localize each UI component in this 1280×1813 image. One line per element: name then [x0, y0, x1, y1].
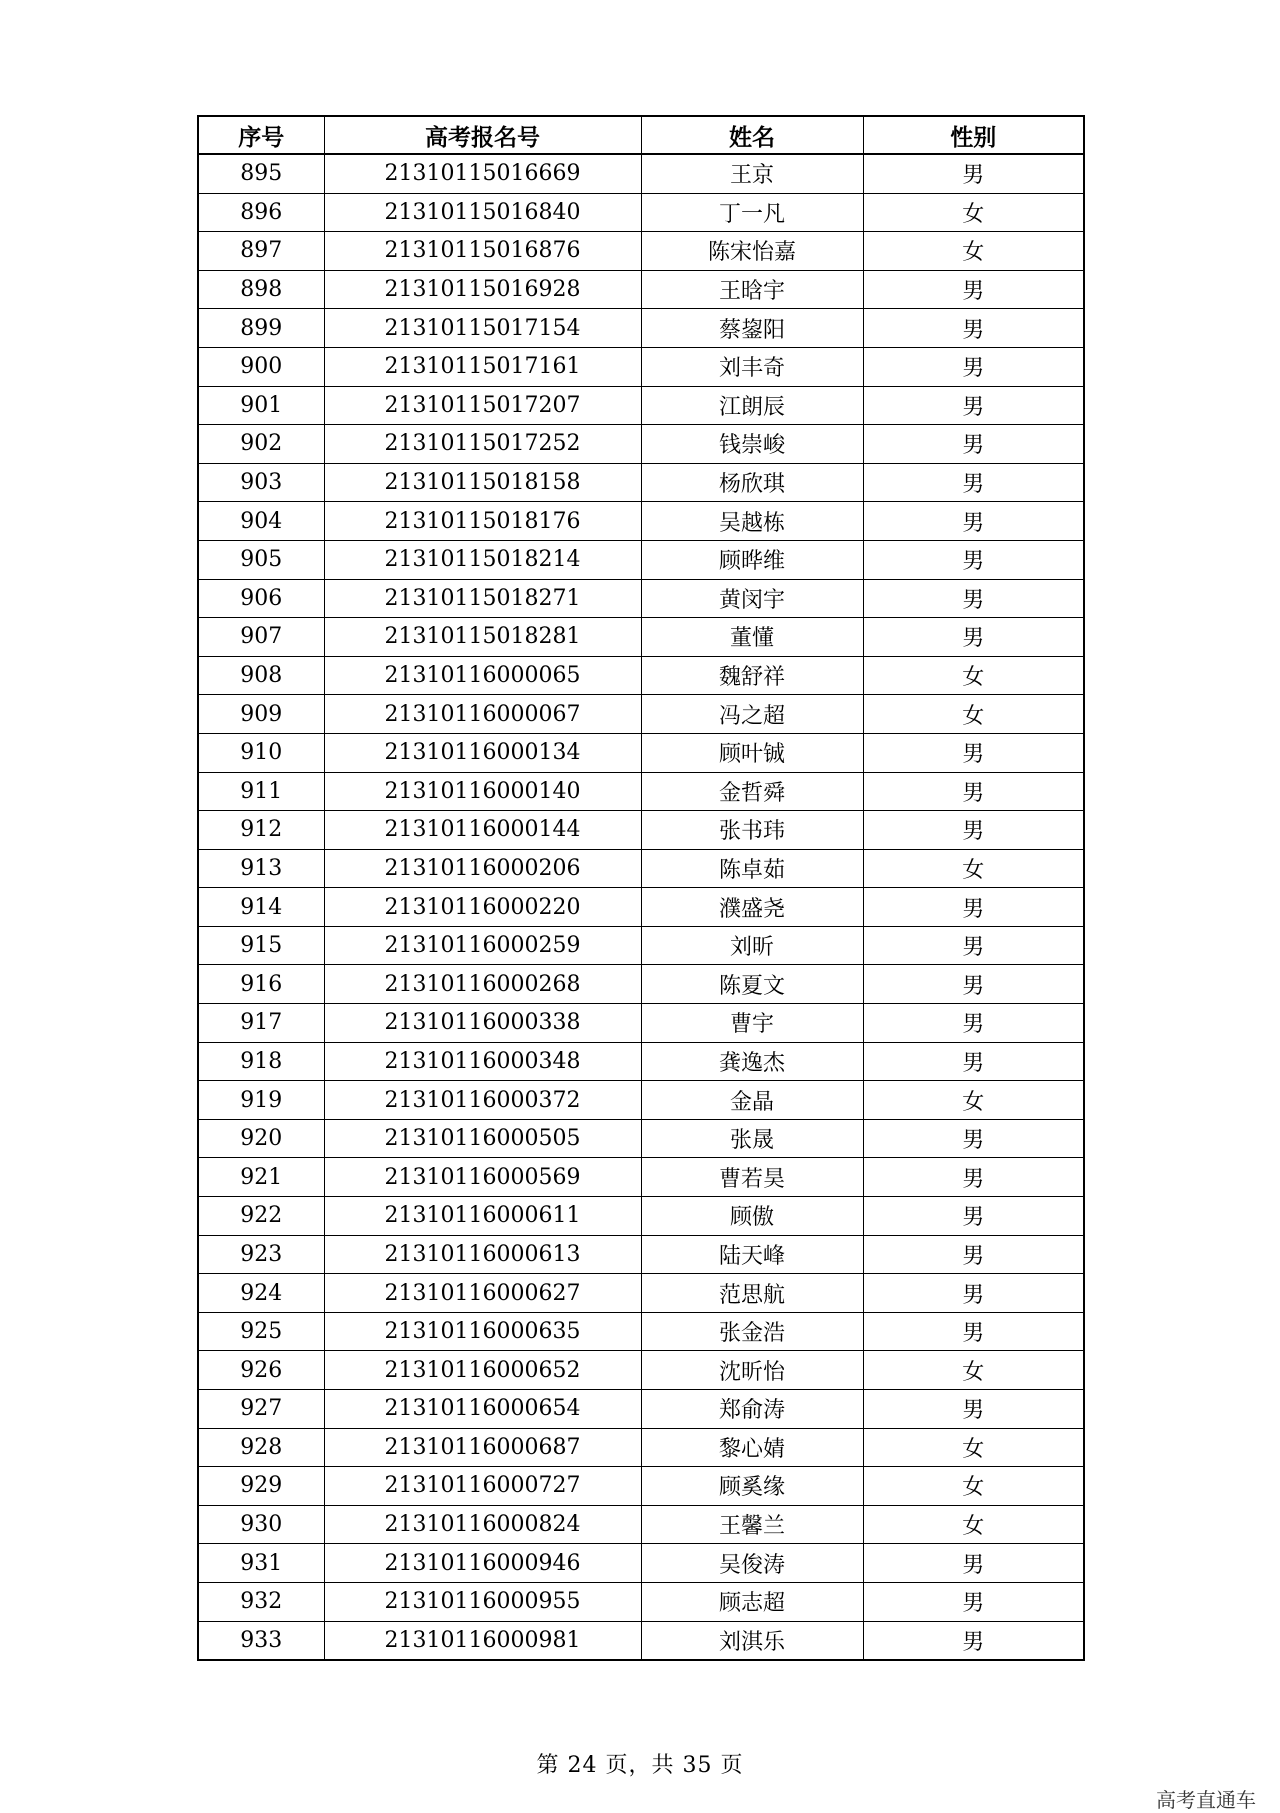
cell-gender: 男 — [863, 425, 1084, 464]
table-row — [198, 1274, 1084, 1313]
table-row — [198, 347, 1084, 386]
cell-name: 顾晔维 — [641, 540, 863, 579]
cell-name: 曹宇 — [641, 1004, 863, 1043]
cell-gender: 男 — [863, 618, 1084, 657]
cell-index: 900 — [198, 347, 324, 386]
table-row — [198, 154, 1084, 193]
cell-index: 908 — [198, 656, 324, 695]
table-row — [198, 270, 1084, 309]
cell-gender: 女 — [863, 1081, 1084, 1120]
cell-exam-id: 21310115018176 — [324, 502, 641, 541]
table-row — [198, 386, 1084, 425]
cell-index: 927 — [198, 1390, 324, 1429]
cell-exam-id: 21310115016840 — [324, 193, 641, 232]
header-row — [198, 116, 1084, 154]
cell-exam-id: 21310115016928 — [324, 270, 641, 309]
cell-index: 911 — [198, 772, 324, 811]
table-header — [198, 116, 1084, 154]
cell-index: 928 — [198, 1428, 324, 1467]
cell-gender: 女 — [863, 656, 1084, 695]
header-index: 序号 — [198, 116, 324, 154]
cell-name: 王京 — [641, 154, 863, 193]
cell-name: 杨欣琪 — [641, 463, 863, 502]
cell-name: 冯之超 — [641, 695, 863, 734]
cell-gender: 男 — [863, 733, 1084, 772]
table-row — [198, 656, 1084, 695]
cell-name: 顾奚缘 — [641, 1467, 863, 1506]
table-row — [198, 849, 1084, 888]
cell-gender: 男 — [863, 1582, 1084, 1621]
cell-name: 沈昕怡 — [641, 1351, 863, 1390]
cell-gender: 男 — [863, 1544, 1084, 1583]
cell-index: 930 — [198, 1505, 324, 1544]
cell-gender: 女 — [863, 1428, 1084, 1467]
cell-index: 920 — [198, 1119, 324, 1158]
table-row — [198, 502, 1084, 541]
cell-gender: 男 — [863, 540, 1084, 579]
cell-exam-id: 21310116000955 — [324, 1582, 641, 1621]
cell-name: 龚逸杰 — [641, 1042, 863, 1081]
cell-name: 郑俞涛 — [641, 1390, 863, 1429]
cell-gender: 男 — [863, 463, 1084, 502]
cell-name: 蔡鋆阳 — [641, 309, 863, 348]
cell-index: 910 — [198, 733, 324, 772]
cell-gender: 女 — [863, 232, 1084, 271]
table-row — [198, 926, 1084, 965]
table-row — [198, 425, 1084, 464]
cell-index: 917 — [198, 1004, 324, 1043]
cell-index: 916 — [198, 965, 324, 1004]
cell-index: 895 — [198, 154, 324, 193]
table-row — [198, 1621, 1084, 1660]
cell-exam-id: 21310115017252 — [324, 425, 641, 464]
cell-gender: 男 — [863, 926, 1084, 965]
cell-exam-id: 21310115018271 — [324, 579, 641, 618]
cell-name: 吴越栋 — [641, 502, 863, 541]
table-row — [198, 193, 1084, 232]
cell-name: 金晶 — [641, 1081, 863, 1120]
cell-exam-id: 21310116000569 — [324, 1158, 641, 1197]
cell-index: 904 — [198, 502, 324, 541]
cell-gender: 女 — [863, 1505, 1084, 1544]
cell-exam-id: 21310116000824 — [324, 1505, 641, 1544]
cell-name: 顾傲 — [641, 1197, 863, 1236]
table-row — [198, 811, 1084, 850]
table-row — [198, 1235, 1084, 1274]
cell-exam-id: 21310115016669 — [324, 154, 641, 193]
cell-index: 926 — [198, 1351, 324, 1390]
cell-name: 黄闵宇 — [641, 579, 863, 618]
cell-name: 王馨兰 — [641, 1505, 863, 1544]
cell-gender: 女 — [863, 1351, 1084, 1390]
cell-gender: 男 — [863, 1119, 1084, 1158]
cell-exam-id: 21310115018158 — [324, 463, 641, 502]
table-row — [198, 1390, 1084, 1429]
cell-name: 丁一凡 — [641, 193, 863, 232]
table-row — [198, 965, 1084, 1004]
cell-exam-id: 21310116000338 — [324, 1004, 641, 1043]
cell-name: 陈卓茹 — [641, 849, 863, 888]
cell-name: 顾志超 — [641, 1582, 863, 1621]
table-row — [198, 695, 1084, 734]
table-row — [198, 579, 1084, 618]
table-row — [198, 463, 1084, 502]
header-exam-id: 高考报名号 — [324, 116, 641, 154]
cell-exam-id: 21310116000635 — [324, 1312, 641, 1351]
cell-name: 陈夏文 — [641, 965, 863, 1004]
cell-index: 912 — [198, 811, 324, 850]
cell-exam-id: 21310115017161 — [324, 347, 641, 386]
cell-name: 钱崇峻 — [641, 425, 863, 464]
cell-name: 曹若昊 — [641, 1158, 863, 1197]
cell-gender: 男 — [863, 1621, 1084, 1660]
table-row — [198, 232, 1084, 271]
cell-index: 907 — [198, 618, 324, 657]
cell-name: 吴俊涛 — [641, 1544, 863, 1583]
cell-gender: 男 — [863, 386, 1084, 425]
cell-name: 江朗辰 — [641, 386, 863, 425]
table-row — [198, 618, 1084, 657]
table-body — [198, 154, 1084, 1660]
cell-index: 906 — [198, 579, 324, 618]
cell-gender: 男 — [863, 888, 1084, 927]
table-row — [198, 1312, 1084, 1351]
cell-exam-id: 21310116000067 — [324, 695, 641, 734]
cell-exam-id: 21310116000268 — [324, 965, 641, 1004]
cell-name: 黎心婧 — [641, 1428, 863, 1467]
cell-exam-id: 21310116000144 — [324, 811, 641, 850]
cell-index: 931 — [198, 1544, 324, 1583]
cell-exam-id: 21310116000220 — [324, 888, 641, 927]
cell-index: 902 — [198, 425, 324, 464]
cell-gender: 男 — [863, 772, 1084, 811]
table-row — [198, 540, 1084, 579]
cell-name: 董懂 — [641, 618, 863, 657]
cell-gender: 男 — [863, 1274, 1084, 1313]
roster-table — [197, 115, 1085, 1661]
cell-index: 903 — [198, 463, 324, 502]
cell-index: 905 — [198, 540, 324, 579]
cell-gender: 男 — [863, 1042, 1084, 1081]
cell-index: 923 — [198, 1235, 324, 1274]
cell-name: 张晟 — [641, 1119, 863, 1158]
cell-exam-id: 21310116000206 — [324, 849, 641, 888]
cell-index: 898 — [198, 270, 324, 309]
cell-gender: 女 — [863, 193, 1084, 232]
cell-name: 金哲舜 — [641, 772, 863, 811]
table-row — [198, 1351, 1084, 1390]
table-row — [198, 1467, 1084, 1506]
cell-exam-id: 21310116000348 — [324, 1042, 641, 1081]
table-row — [198, 1158, 1084, 1197]
cell-gender: 男 — [863, 1158, 1084, 1197]
table-row — [198, 309, 1084, 348]
cell-name: 顾叶铖 — [641, 733, 863, 772]
cell-name: 王晗宇 — [641, 270, 863, 309]
cell-name: 濮盛尧 — [641, 888, 863, 927]
cell-name: 范思航 — [641, 1274, 863, 1313]
cell-gender: 男 — [863, 502, 1084, 541]
cell-exam-id: 21310116000611 — [324, 1197, 641, 1236]
cell-exam-id: 21310115017154 — [324, 309, 641, 348]
cell-index: 896 — [198, 193, 324, 232]
cell-index: 913 — [198, 849, 324, 888]
cell-index: 897 — [198, 232, 324, 271]
table-row — [198, 1042, 1084, 1081]
cell-exam-id: 21310115018214 — [324, 540, 641, 579]
cell-index: 919 — [198, 1081, 324, 1120]
table-row — [198, 1505, 1084, 1544]
table-row — [198, 1081, 1084, 1120]
cell-gender: 男 — [863, 1197, 1084, 1236]
cell-name: 陈宋怡嘉 — [641, 232, 863, 271]
cell-exam-id: 21310116000946 — [324, 1544, 641, 1583]
cell-index: 899 — [198, 309, 324, 348]
cell-index: 909 — [198, 695, 324, 734]
table-row — [198, 888, 1084, 927]
cell-gender: 女 — [863, 849, 1084, 888]
cell-gender: 女 — [863, 1467, 1084, 1506]
cell-exam-id: 21310116000981 — [324, 1621, 641, 1660]
table-row — [198, 1197, 1084, 1236]
cell-index: 918 — [198, 1042, 324, 1081]
cell-gender: 男 — [863, 270, 1084, 309]
cell-exam-id: 21310116000065 — [324, 656, 641, 695]
header-name: 姓名 — [641, 116, 863, 154]
cell-index: 924 — [198, 1274, 324, 1313]
cell-exam-id: 21310116000259 — [324, 926, 641, 965]
cell-gender: 男 — [863, 965, 1084, 1004]
cell-name: 张金浩 — [641, 1312, 863, 1351]
page-number: 第 24 页，共 35 页 — [536, 1753, 744, 1778]
cell-exam-id: 21310116000727 — [324, 1467, 641, 1506]
cell-exam-id: 21310116000140 — [324, 772, 641, 811]
cell-gender: 男 — [863, 1312, 1084, 1351]
cell-gender: 女 — [863, 695, 1084, 734]
table-row — [198, 733, 1084, 772]
table-row — [198, 1544, 1084, 1583]
cell-name: 魏舒祥 — [641, 656, 863, 695]
cell-name: 陆天峰 — [641, 1235, 863, 1274]
cell-name: 刘丰奇 — [641, 347, 863, 386]
cell-gender: 男 — [863, 1004, 1084, 1043]
cell-exam-id: 21310115018281 — [324, 618, 641, 657]
table-row — [198, 1428, 1084, 1467]
cell-gender: 男 — [863, 347, 1084, 386]
table-row — [198, 1119, 1084, 1158]
cell-exam-id: 21310115016876 — [324, 232, 641, 271]
cell-exam-id: 21310116000134 — [324, 733, 641, 772]
header-gender: 性别 — [863, 116, 1084, 154]
cell-gender: 男 — [863, 811, 1084, 850]
cell-exam-id: 21310116000627 — [324, 1274, 641, 1313]
cell-gender: 男 — [863, 1390, 1084, 1429]
cell-exam-id: 21310116000613 — [324, 1235, 641, 1274]
cell-exam-id: 21310116000652 — [324, 1351, 641, 1390]
cell-exam-id: 21310116000654 — [324, 1390, 641, 1429]
cell-exam-id: 21310116000687 — [324, 1428, 641, 1467]
cell-index: 925 — [198, 1312, 324, 1351]
cell-name: 刘淇乐 — [641, 1621, 863, 1660]
cell-gender: 男 — [863, 1235, 1084, 1274]
table-row — [198, 1004, 1084, 1043]
cell-index: 933 — [198, 1621, 324, 1660]
cell-name: 刘昕 — [641, 926, 863, 965]
cell-gender: 男 — [863, 309, 1084, 348]
cell-index: 901 — [198, 386, 324, 425]
cell-name: 张书玮 — [641, 811, 863, 850]
cell-exam-id: 21310115017207 — [324, 386, 641, 425]
cell-gender: 男 — [863, 154, 1084, 193]
watermark-logo-text: 高考直通车 — [1156, 1788, 1256, 1812]
cell-exam-id: 21310116000505 — [324, 1119, 641, 1158]
table-row — [198, 772, 1084, 811]
cell-index: 921 — [198, 1158, 324, 1197]
cell-index: 914 — [198, 888, 324, 927]
cell-index: 915 — [198, 926, 324, 965]
cell-exam-id: 21310116000372 — [324, 1081, 641, 1120]
cell-index: 929 — [198, 1467, 324, 1506]
cell-index: 922 — [198, 1197, 324, 1236]
cell-index: 932 — [198, 1582, 324, 1621]
cell-gender: 男 — [863, 579, 1084, 618]
table-row — [198, 1582, 1084, 1621]
